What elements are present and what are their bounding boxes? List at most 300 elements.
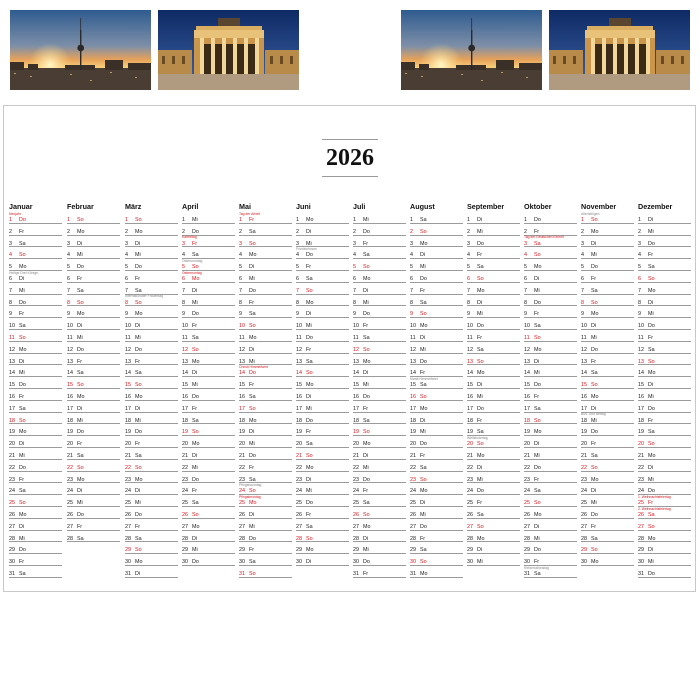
day-number: 2 (638, 228, 641, 235)
day-number: 19 (182, 429, 188, 436)
day-cell (410, 460, 463, 472)
weekday-label: Sa (19, 488, 26, 495)
day-number: 30 (296, 559, 302, 566)
weekday-label: Mo (420, 240, 428, 247)
weekday-label: Do (249, 453, 256, 459)
day-cell (353, 424, 406, 436)
day-cell (467, 424, 520, 436)
weekday-label: Mi (591, 500, 597, 507)
day-number: 2 (67, 228, 70, 235)
day-cell (638, 519, 691, 531)
weekday-label: Di (648, 217, 654, 223)
day-number: 16 (67, 394, 73, 400)
day-cell (9, 436, 62, 448)
day-cell (296, 318, 349, 330)
day-cell (638, 306, 691, 318)
day-cell (524, 519, 577, 531)
day-number: 26 (581, 512, 587, 518)
day-number: 2 (239, 228, 242, 235)
day-number: 4 (9, 252, 12, 259)
day-number: 19 (353, 429, 359, 436)
weekday-label: Mo (135, 394, 143, 400)
day-number: 10 (524, 323, 530, 330)
day-cell (9, 330, 62, 342)
day-cell (182, 236, 235, 248)
weekday-label: Sa (648, 429, 655, 436)
day-rule (410, 577, 463, 578)
day-cell (125, 212, 178, 224)
weekday-label: So (591, 547, 598, 554)
day-cell (67, 295, 120, 307)
weekday-label: Sa (192, 500, 199, 507)
day-cell (125, 519, 178, 531)
weekday-label: Fr (135, 276, 141, 282)
day-number: 12 (410, 346, 416, 353)
day-cell (239, 318, 292, 330)
day-cell (239, 448, 292, 460)
day-cell (125, 354, 178, 366)
day-number: 23 (9, 476, 15, 483)
day-cell (638, 483, 691, 495)
weekday-label: Do (306, 335, 313, 341)
day-cell (638, 224, 691, 236)
weekday-label: Fr (249, 464, 255, 471)
day-number: 21 (353, 453, 359, 459)
day-number: 4 (581, 252, 584, 259)
day-number: 14 (638, 370, 644, 377)
weekday-label: Do (19, 299, 26, 306)
day-cell (638, 495, 691, 507)
weekday-label: Sa (477, 512, 484, 518)
weekday-label: Di (77, 405, 83, 412)
day-cell (182, 377, 235, 389)
day-cell (9, 389, 62, 401)
weekday-label: Mi (249, 276, 255, 282)
day-number: 15 (239, 382, 245, 389)
day-number: 30 (353, 559, 359, 566)
day-cell (125, 460, 178, 472)
weekday-label: Do (135, 346, 142, 353)
day-number: 20 (638, 441, 644, 448)
holiday-label: Heilige Drei Könige (9, 270, 39, 275)
weekday-label: Fr (420, 370, 426, 377)
day-number: 18 (410, 417, 416, 424)
weekday-label: So (591, 299, 598, 306)
day-cell (67, 283, 120, 295)
day-cell (9, 306, 62, 318)
day-cell (182, 306, 235, 318)
day-cell (296, 247, 349, 259)
day-number: 19 (524, 429, 530, 436)
weekday-label: So (591, 217, 598, 223)
day-number: 6 (125, 276, 128, 282)
day-cell (239, 483, 292, 495)
day-cell (182, 365, 235, 377)
weekday-label: Di (420, 252, 426, 259)
day-cell (581, 342, 634, 354)
day-number: 22 (9, 464, 15, 471)
weekday-label: Sa (420, 547, 427, 554)
day-cell (353, 247, 406, 259)
weekday-label: So (363, 346, 370, 353)
holiday-label: 1. Weihnachtsfeiertag (638, 494, 671, 499)
weekday-label: Fr (648, 500, 654, 507)
day-number: 13 (296, 358, 302, 365)
weekday-label: Di (591, 488, 597, 495)
weekday-label: So (249, 240, 256, 247)
day-number: 20 (296, 441, 302, 448)
day-cell (410, 247, 463, 259)
day-cell (467, 306, 520, 318)
day-number: 29 (410, 547, 416, 554)
day-cell (67, 507, 120, 519)
day-number: 24 (9, 488, 15, 495)
day-cell (239, 413, 292, 425)
day-cell (524, 507, 577, 519)
weekday-label: Fr (135, 358, 141, 365)
weekday-label: Mi (135, 335, 141, 341)
day-number: 13 (9, 358, 15, 365)
day-number: 26 (524, 512, 530, 518)
day-number: 5 (296, 264, 299, 271)
weekday-label: Mo (192, 276, 200, 282)
weekday-label: Mo (420, 405, 428, 412)
weekday-label: Do (534, 382, 541, 389)
weekday-label: Fr (648, 417, 654, 424)
day-cell (239, 342, 292, 354)
day-cell (239, 271, 292, 283)
day-number: 25 (296, 500, 302, 507)
weekday-label: So (192, 346, 199, 353)
day-cell (67, 401, 120, 413)
weekday-label: Mi (534, 287, 540, 294)
weekday-label: Do (135, 512, 142, 518)
day-number: 6 (239, 276, 242, 282)
day-number: 25 (581, 500, 587, 507)
day-cell (581, 436, 634, 448)
weekday-label: Di (477, 382, 483, 389)
day-cell (296, 542, 349, 554)
day-cell (125, 342, 178, 354)
day-cell (9, 531, 62, 543)
day-cell (296, 531, 349, 543)
holiday-label: Weltkindertag (467, 435, 488, 440)
weekday-label: Fr (363, 488, 369, 495)
day-number: 19 (296, 429, 302, 436)
weekday-label: Di (477, 547, 483, 554)
weekday-label: Fr (192, 323, 198, 330)
day-number: 20 (467, 441, 473, 448)
weekday-label: Mi (363, 217, 369, 223)
weekday-label: Fr (648, 335, 654, 341)
weekday-label: Fr (420, 453, 426, 459)
weekday-label: Do (477, 323, 484, 330)
weekday-label: So (249, 405, 256, 412)
day-cell (125, 330, 178, 342)
day-cell (581, 377, 634, 389)
day-cell (410, 295, 463, 307)
day-cell (524, 542, 577, 554)
day-cell (125, 389, 178, 401)
day-number: 13 (353, 358, 359, 365)
day-number: 11 (353, 335, 359, 341)
day-cell (182, 354, 235, 366)
day-number: 16 (353, 394, 359, 400)
day-number: 20 (182, 441, 188, 448)
weekday-label: Sa (19, 571, 26, 577)
day-cell (581, 472, 634, 484)
day-cell (638, 472, 691, 484)
day-number: 17 (182, 405, 188, 412)
day-cell (296, 460, 349, 472)
weekday-label: Di (363, 535, 369, 542)
holiday-label: Reformationstag (524, 565, 549, 570)
day-cell (182, 259, 235, 271)
day-number: 12 (296, 346, 302, 353)
day-cell (524, 342, 577, 354)
day-number: 16 (239, 394, 245, 400)
day-cell (296, 342, 349, 354)
day-cell (524, 377, 577, 389)
day-cell (67, 472, 120, 484)
day-cell (467, 212, 520, 224)
weekday-label: Di (591, 405, 597, 412)
day-cell (125, 436, 178, 448)
day-number: 4 (182, 252, 185, 259)
day-number: 1 (581, 217, 584, 223)
day-cell (182, 448, 235, 460)
day-rule (182, 565, 235, 566)
day-number: 16 (125, 394, 131, 400)
weekday-label: Mi (306, 405, 312, 412)
day-number: 28 (296, 535, 302, 542)
weekday-label: Mi (477, 228, 483, 235)
day-number: 17 (9, 405, 15, 412)
day-cell (239, 436, 292, 448)
day-number: 18 (581, 417, 587, 424)
day-number: 26 (67, 512, 73, 518)
day-number: 25 (410, 500, 416, 507)
day-cell (296, 330, 349, 342)
day-cell (296, 448, 349, 460)
weekday-label: Sa (534, 323, 541, 330)
day-cell (638, 212, 691, 224)
weekday-label: Sa (135, 287, 142, 294)
weekday-label: Sa (306, 441, 313, 448)
day-number: 16 (182, 394, 188, 400)
weekday-label: Fr (192, 488, 198, 495)
day-cell (125, 401, 178, 413)
day-number: 8 (638, 299, 641, 306)
day-number: 13 (410, 358, 416, 365)
day-cell (239, 283, 292, 295)
day-cell (467, 377, 520, 389)
day-number: 30 (581, 559, 587, 566)
day-cell (9, 448, 62, 460)
day-number: 19 (125, 429, 131, 436)
weekday-label: Di (249, 512, 255, 518)
day-number: 24 (524, 488, 530, 495)
day-number: 2 (353, 228, 356, 235)
day-cell (125, 318, 178, 330)
day-number: 16 (9, 394, 15, 400)
weekday-label: Mo (135, 559, 143, 566)
day-number: 21 (638, 453, 644, 459)
day-number: 9 (125, 311, 128, 318)
weekday-label: Mo (534, 429, 542, 436)
day-cell (467, 519, 520, 531)
day-number: 31 (410, 571, 416, 577)
day-cell (467, 448, 520, 460)
day-cell (296, 259, 349, 271)
weekday-label: Sa (420, 217, 427, 223)
weekday-label: Do (534, 464, 541, 471)
day-cell (296, 295, 349, 307)
weekday-label: Sa (648, 512, 655, 518)
weekday-label: Sa (135, 453, 142, 459)
day-number: 10 (182, 323, 188, 330)
day-number: 28 (67, 535, 73, 542)
day-number: 7 (182, 287, 185, 294)
weekday-label: Fr (306, 429, 312, 436)
day-cell (410, 342, 463, 354)
weekday-label: Mo (77, 476, 85, 483)
weekday-label: Di (77, 323, 83, 330)
day-number: 25 (67, 500, 73, 507)
day-cell (182, 436, 235, 448)
day-number: 15 (125, 382, 131, 389)
weekday-label: Fr (420, 535, 426, 542)
day-cell (239, 259, 292, 271)
day-number: 7 (9, 287, 12, 294)
weekday-label: Mi (192, 217, 198, 223)
day-cell (125, 448, 178, 460)
weekday-label: Sa (534, 488, 541, 495)
weekday-label: Sa (591, 535, 598, 542)
day-number: 10 (239, 323, 245, 330)
weekday-label: Fr (135, 441, 141, 448)
month-name-november: November (581, 202, 617, 211)
weekday-label: So (19, 252, 26, 259)
weekday-label: So (135, 299, 142, 306)
day-cell (524, 271, 577, 283)
day-number: 3 (353, 240, 356, 247)
weekday-label: So (591, 464, 598, 471)
day-number: 13 (239, 358, 245, 365)
holiday-label: Buß- und Bettag (581, 412, 606, 417)
day-number: 28 (9, 535, 15, 542)
day-number: 1 (353, 217, 356, 223)
weekday-label: Mi (534, 453, 540, 459)
day-cell (239, 212, 292, 224)
day-cell (9, 212, 62, 224)
day-number: 8 (296, 299, 299, 306)
day-number: 29 (638, 547, 644, 554)
day-cell (182, 495, 235, 507)
weekday-label: Mo (363, 523, 371, 530)
weekday-label: Do (19, 217, 26, 223)
weekday-label: Do (534, 547, 541, 554)
day-number: 11 (9, 335, 15, 341)
day-number: 5 (182, 264, 185, 271)
day-cell (125, 283, 178, 295)
day-cell (524, 401, 577, 413)
weekday-label: Fr (591, 276, 597, 282)
day-cell (239, 224, 292, 236)
day-number: 22 (410, 464, 416, 471)
day-number: 13 (182, 358, 188, 365)
day-number: 31 (524, 571, 530, 577)
day-number: 10 (467, 323, 473, 330)
weekday-label: Mi (306, 323, 312, 330)
day-number: 2 (524, 228, 527, 235)
day-number: 23 (353, 476, 359, 483)
day-rule (524, 577, 577, 578)
weekday-label: Sa (249, 559, 256, 566)
day-number: 5 (67, 264, 70, 271)
day-number: 19 (410, 429, 416, 436)
weekday-label: Di (249, 429, 255, 436)
day-number: 28 (467, 535, 473, 542)
weekday-label: Do (77, 429, 84, 436)
day-number: 24 (67, 488, 73, 495)
day-cell (581, 283, 634, 295)
day-number: 14 (467, 370, 473, 377)
weekday-label: Sa (477, 429, 484, 436)
day-cell (467, 401, 520, 413)
day-number: 7 (524, 287, 527, 294)
day-cell (67, 460, 120, 472)
day-cell (239, 295, 292, 307)
day-number: 5 (524, 264, 527, 271)
day-number: 12 (239, 346, 245, 353)
weekday-label: Di (477, 299, 483, 306)
weekday-label: Sa (192, 335, 199, 341)
weekday-label: Mi (363, 299, 369, 306)
day-number: 12 (353, 346, 359, 353)
day-number: 25 (182, 500, 188, 507)
weekday-label: Mo (477, 535, 485, 542)
weekday-label: Fr (77, 441, 83, 448)
day-cell (125, 507, 178, 519)
day-number: 26 (182, 512, 188, 518)
day-cell (9, 507, 62, 519)
day-number: 29 (9, 547, 15, 554)
day-number: 17 (581, 405, 587, 412)
weekday-label: Do (249, 287, 256, 294)
day-cell (67, 448, 120, 460)
day-cell (638, 436, 691, 448)
day-cell (353, 401, 406, 413)
weekday-label: Fr (477, 335, 483, 341)
day-number: 15 (467, 382, 473, 389)
day-cell (67, 413, 120, 425)
day-number: 27 (410, 523, 416, 530)
weekday-label: Fr (534, 394, 540, 400)
day-cell (67, 247, 120, 259)
day-cell (182, 295, 235, 307)
weekday-label: Mi (192, 464, 198, 471)
day-number: 21 (9, 453, 15, 459)
weekday-label: Mo (648, 370, 656, 377)
weekday-label: Mo (192, 441, 200, 448)
day-cell (410, 259, 463, 271)
day-cell (9, 318, 62, 330)
weekday-label: Do (192, 476, 199, 483)
weekday-label: Di (19, 276, 25, 282)
day-number: 29 (581, 547, 587, 554)
holiday-label: Christi Himmelfahrt (239, 364, 268, 369)
